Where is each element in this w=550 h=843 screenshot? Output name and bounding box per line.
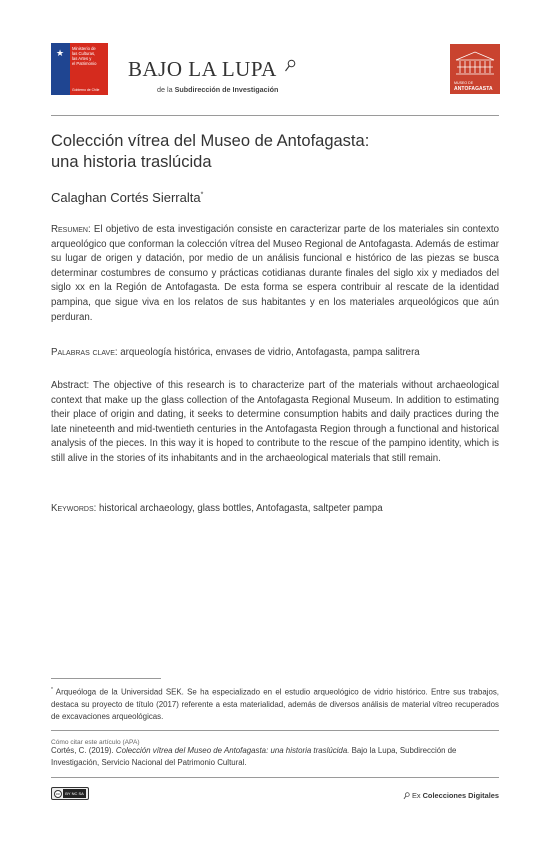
author-footnote-mark: *: [200, 191, 204, 199]
cc-icon: cc: [56, 790, 60, 796]
creative-commons-badge[interactable]: [51, 787, 89, 800]
brand-title: BAJO LA LUPA: [128, 57, 277, 81]
magnifier-icon: [403, 792, 410, 800]
colecciones-digitales-link[interactable]: [403, 791, 499, 800]
footnote-text: Arqueóloga de la Universidad SEK. Se ha especializado en el estudio arqueológico de vidrio histórico. Entre sus trabajos, destaca su proyecto de título (2017) referente a esta materialidad, además de diversos análisis de material vítreo recuperados de excavaciones arqueológicas.: [51, 687, 499, 721]
palabras-text: arqueología histórica, envases de vidrio, Antofagasta, pampa salitrera: [117, 347, 420, 358]
header-divider: [51, 115, 499, 116]
digital-label: Colecciones Digitales: [422, 791, 499, 800]
ministry-label: [70, 43, 108, 95]
abstract-text: Abstract: The objective of this research is to characterize part of the materials without archaeological context that make up the glass collection of the Antofagasta Regional Museum. In addition to estimating their place of origin and dating, it seeks to determine consumption habits and daily practices during the late nineteenth and mid-twentieth centuries in the Antofagasta Region through a functional and historical analysis of the pieces. In this way it is hoped to contribute to the rescue of the pampino identity, which is still alive in the stories of its inhabitants and in the archaeological materials that still remain.: [51, 380, 499, 464]
digital-prefix: Ex: [411, 791, 421, 800]
museum-logo: [450, 44, 500, 94]
abstract-paragraph: [51, 379, 499, 467]
citation-label: Cómo citar este artículo (APA): [51, 739, 140, 746]
footnote-mark: *: [51, 687, 53, 693]
article-title: [51, 131, 499, 173]
citation-title: Colección vítrea del Museo de Antofagasta: una historia traslúcida.: [115, 746, 350, 755]
author-footnote: [51, 684, 499, 723]
keywords-text: historical archaeology, glass bottles, Antofagasta, saltpeter pampa: [96, 503, 383, 514]
resumen-paragraph: [51, 223, 499, 325]
museum-line1: MUSEO DE: [454, 81, 474, 85]
author-text: Calaghan Cortés Sierralta: [51, 190, 201, 205]
title-line: una historia traslúcida: [51, 153, 212, 171]
footnote-divider: [51, 678, 161, 679]
ministry-line: las Artes y: [72, 56, 92, 61]
museum-label: [454, 80, 493, 92]
government-logo: [51, 43, 108, 95]
magnifier-icon: [284, 59, 296, 73]
citation-suffix: Bajo la Lupa, Subdirección de Investigación, Servicio Nacional del Patrimonio Cultural.: [51, 746, 457, 767]
resumen-text: El objetivo de esta investigación consiste en caracterizar parte de los materiales sin contexto arqueológico que conforman la colección vítrea del Museo Regional de Antofagasta. Además de estimar su lugar de origen y datación, por medio de un análisis funcional e histórico de las piezas se busca determinar costumbres de consumo y prácticas cotidianas durante finales del siglo xix y mediados del siglo xx en la Región de Antofagasta. De esta forma se espera contribuir al rescate de la identidad pampina, que sigue viva en los relatos de sus habitantes y en los materiales arqueológicos que aún perduran.: [51, 224, 499, 323]
museum-building-icon: [454, 50, 496, 76]
ministry-line: Ministerio de: [72, 46, 96, 51]
author-name: [51, 190, 203, 205]
star-icon: ★: [56, 48, 65, 58]
cc-license-label: BY NC SA: [63, 789, 86, 798]
flag-blue-field: [51, 43, 70, 95]
palabras-clave-paragraph: [51, 346, 499, 361]
citation-text: [51, 745, 499, 768]
citation-prefix: Cortés, C. (2019).: [51, 746, 116, 755]
resumen-label: Resumen:: [51, 224, 91, 235]
gov-label: Gobierno de Chile: [72, 88, 100, 92]
ministry-line: las Culturas,: [72, 51, 96, 56]
sub-prefix: de la: [157, 85, 173, 94]
brand-subtitle: [157, 85, 278, 94]
sub-bold: Subdirección de Investigación: [174, 85, 279, 94]
keywords-label: Keywords:: [51, 503, 97, 514]
keywords-paragraph: [51, 502, 499, 517]
palabras-label: Palabras clave:: [51, 347, 118, 358]
ministry-line: el Patrimonio: [72, 61, 97, 66]
title-line: Colección vítrea del Museo de Antofagasta:: [51, 132, 370, 150]
citation-divider: [51, 730, 499, 731]
museum-line2: ANTOFAGASTA: [454, 86, 493, 92]
footer-divider: [51, 777, 499, 778]
